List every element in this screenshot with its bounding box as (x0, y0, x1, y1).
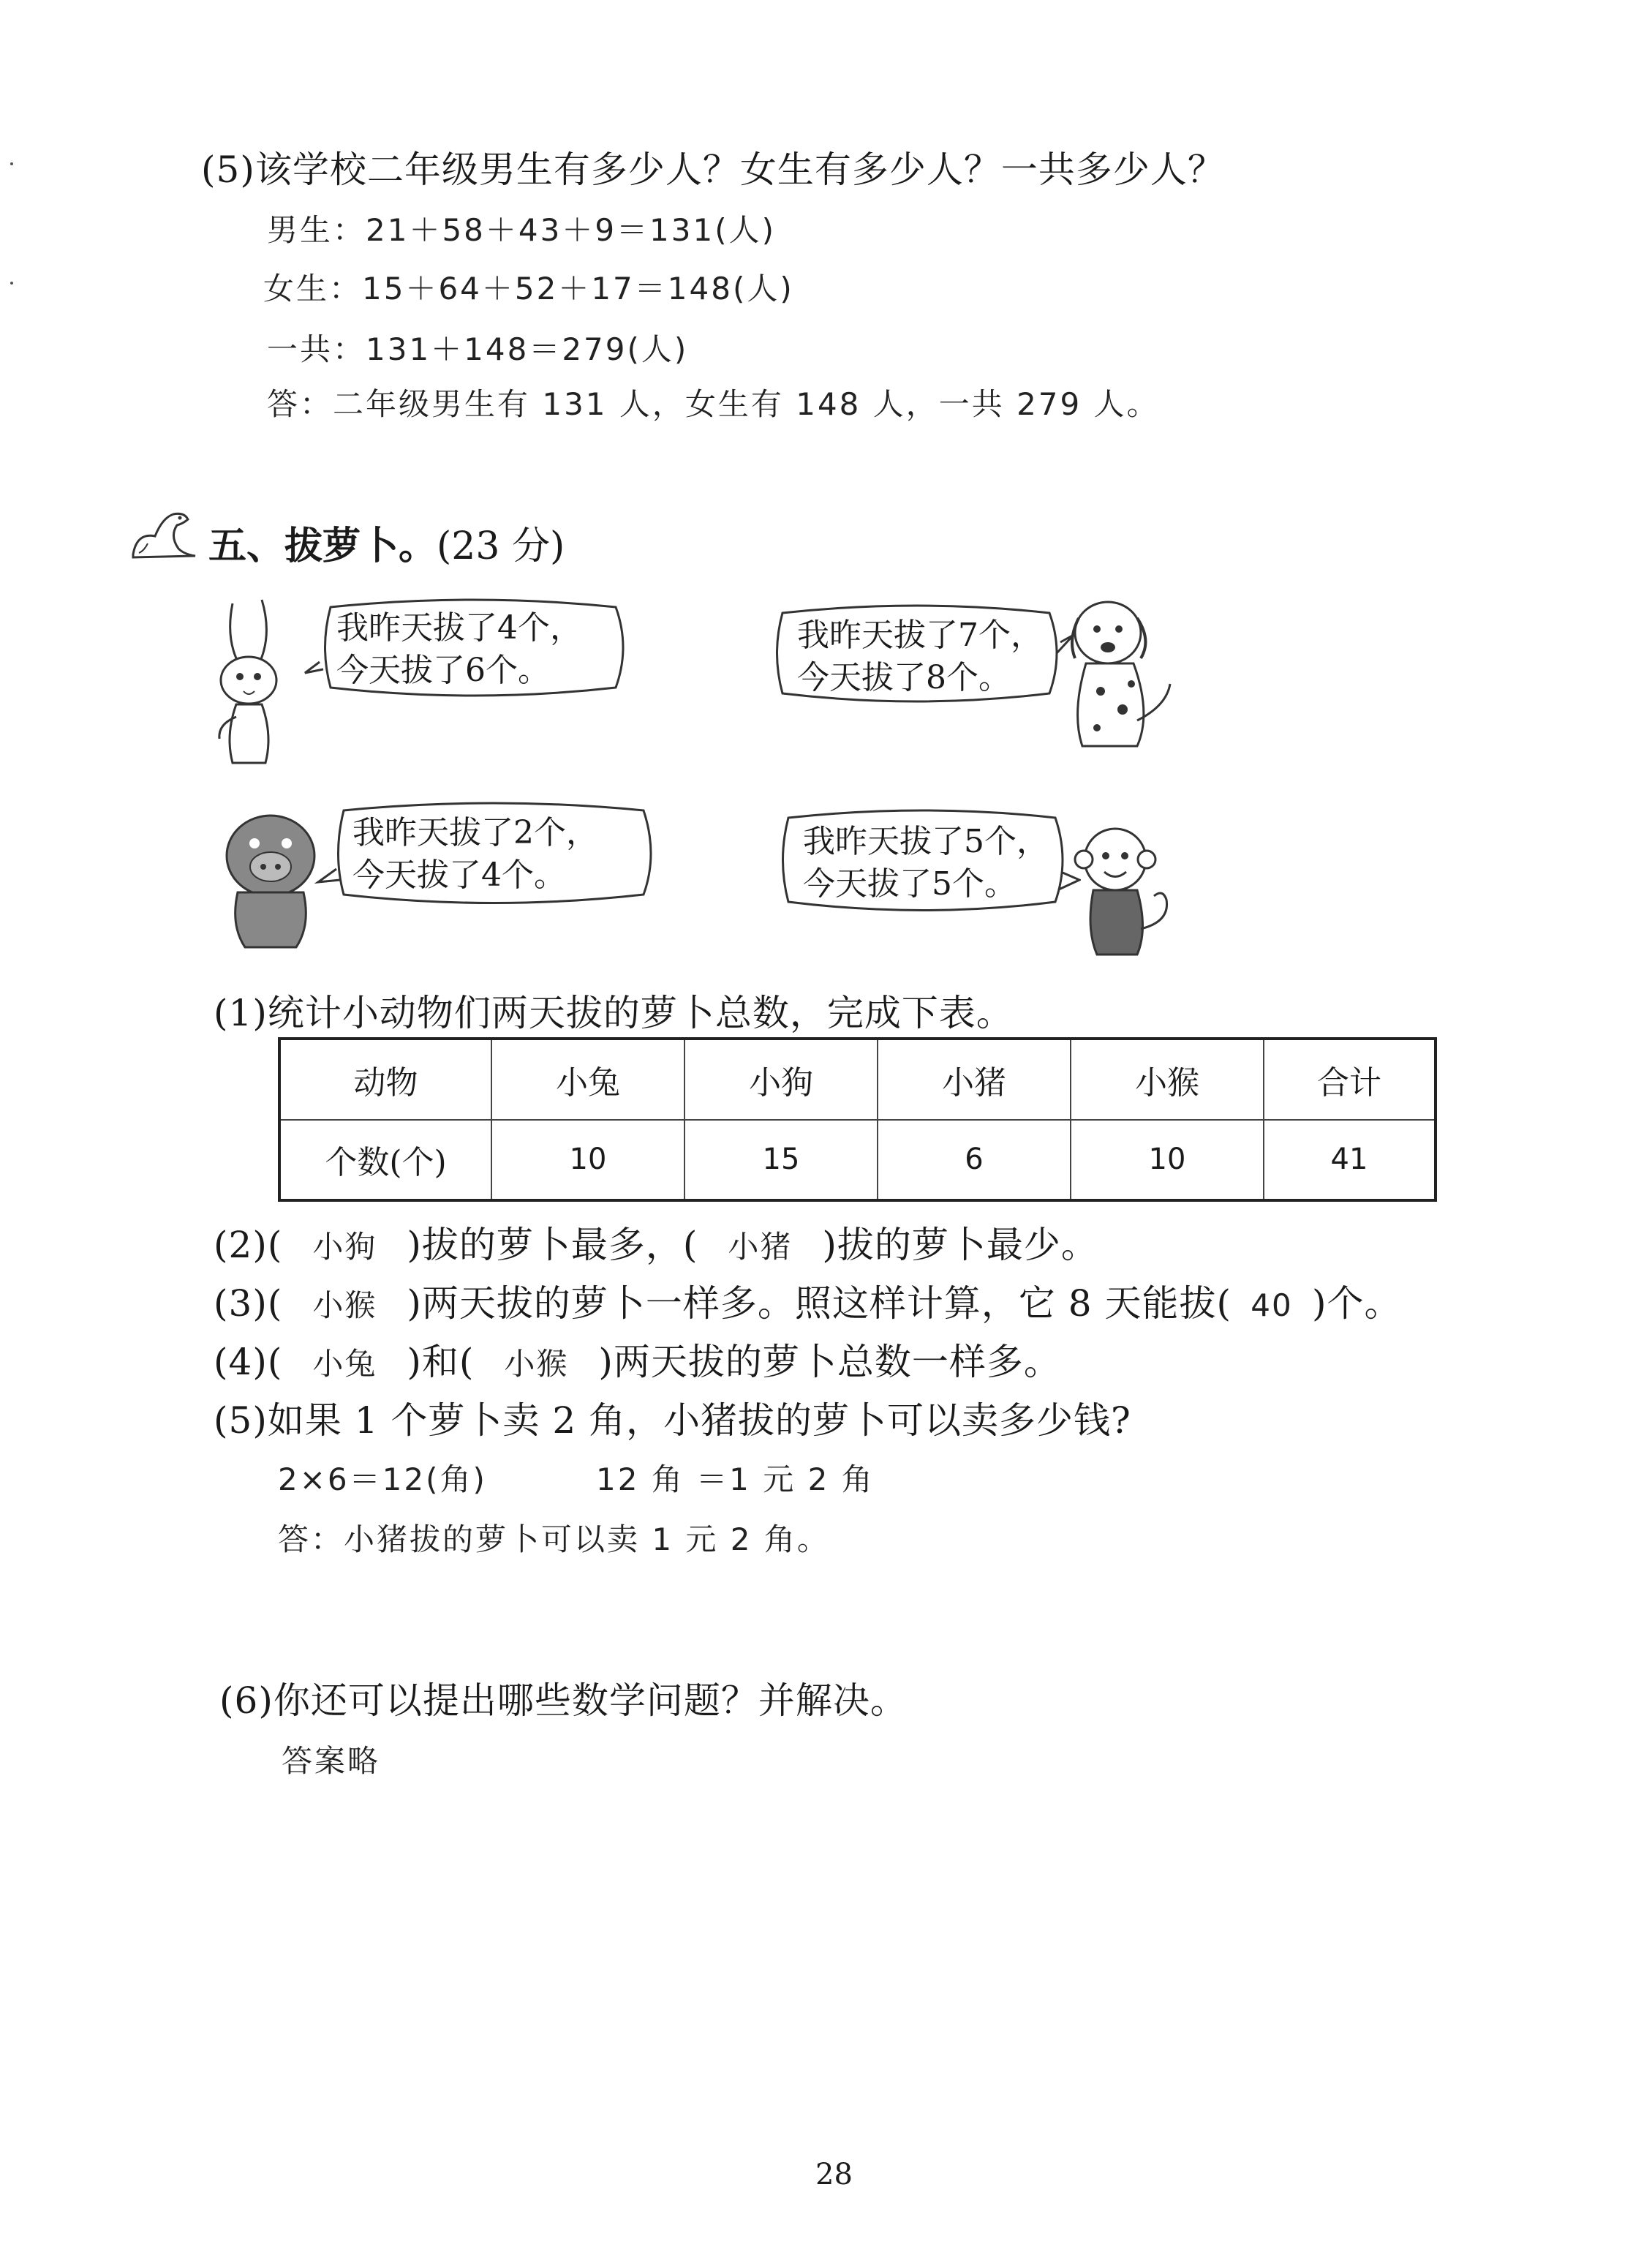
question-4-answer-2: 小猴 (504, 1346, 569, 1382)
stats-table (278, 1037, 1437, 1202)
question-6-answer: 答案略 (282, 1743, 381, 1779)
question-5-prev: (5)该学校二年级男生有多少人？女生有多少人？一共多少人？ (201, 148, 1225, 191)
question-5: (5)如果 1 个萝卜卖 2 角，小猪拔的萝卜可以卖多少钱? (214, 1399, 1131, 1442)
table-cell: 10 (1071, 1120, 1264, 1201)
question-3-answer-2: 40 (1251, 1287, 1293, 1323)
dog-icon (1049, 589, 1177, 753)
question-2-part-2: )拔的萝卜最多，( (407, 1224, 698, 1266)
question-2-answer-1: 小狗 (312, 1229, 377, 1265)
question-3-part-1: (3)( (214, 1282, 283, 1325)
pig-icon (212, 801, 329, 955)
total-calculation: 一共：131＋148＝279(人) (267, 331, 689, 367)
table-row-label: 个数(个) (279, 1120, 491, 1201)
girls-calculation: 女生：15＋64＋52＋17＝148(人) (263, 271, 794, 306)
rabbit-speech-line-1: 我昨天拔了4个， (336, 609, 582, 647)
table-header: 合计 (1264, 1039, 1436, 1120)
table-header: 小狗 (684, 1039, 878, 1120)
table-cell: 15 (684, 1120, 878, 1201)
table-cell: 6 (878, 1120, 1071, 1201)
monkey-icon (1068, 819, 1177, 962)
rabbit-icon (203, 596, 298, 768)
section-heading (208, 515, 565, 570)
answer-5-prev: 答：二年级男生有 131 人，女生有 148 人，一共 279 人。 (267, 386, 1160, 422)
table-header: 小猪 (878, 1039, 1071, 1120)
scan-speck (10, 282, 13, 285)
pig-speech (352, 812, 598, 897)
question-3 (214, 1274, 1401, 1327)
question-4 (214, 1333, 1061, 1385)
monkey-speech-line-1: 我昨天拔了5个， (803, 823, 1049, 860)
question-5-answer: 答：小猪拔的萝卜可以卖 1 元 2 角。 (278, 1521, 830, 1557)
monkey-speech-line-2: 今天拔了5个。 (803, 865, 1017, 903)
question-2-part-1: (2)( (214, 1224, 283, 1266)
question-3-part-3: )个。 (1311, 1282, 1402, 1325)
question-2-part-3: )拔的萝卜最少。 (822, 1224, 1098, 1266)
table-header: 小猴 (1071, 1039, 1264, 1120)
table-cell: 41 (1264, 1120, 1436, 1201)
monkey-speech (803, 821, 1049, 906)
boys-calculation: 男生：21＋58＋43＋9＝131(人) (267, 212, 776, 248)
section-title: 五、拔萝卜。 (208, 524, 437, 568)
question-3-part-2: )两天拔的萝卜一样多。照这样计算，它 8 天能拔( (407, 1282, 1232, 1325)
table-header: 动物 (279, 1039, 491, 1120)
question-4-answer-1: 小兔 (312, 1346, 377, 1382)
section-points: (23 分) (437, 524, 565, 568)
dog-speech (797, 614, 1043, 699)
question-4-part-3: )两天拔的萝卜总数一样多。 (598, 1341, 1061, 1383)
question-5-calc-2: 12 角 ＝1 元 2 角 (596, 1461, 875, 1497)
table-cell: 10 (491, 1120, 684, 1201)
question-4-part-2: )和( (407, 1341, 475, 1383)
dog-speech-line-1: 我昨天拔了7个， (797, 617, 1043, 654)
question-1: (1)统计小动物们两天拔的萝卜总数，完成下表。 (214, 992, 1014, 1034)
dog-speech-line-2: 今天拔了8个。 (797, 659, 1011, 696)
question-4-part-1: (4)( (214, 1341, 283, 1383)
table-header: 小兔 (491, 1039, 684, 1120)
question-3-answer-1: 小猴 (312, 1287, 377, 1323)
pig-speech-line-2: 今天拔了4个。 (352, 857, 566, 894)
rabbit-speech-line-2: 今天拔了6个。 (336, 652, 550, 689)
sea-lion-icon (126, 503, 199, 562)
page-number: 28 (815, 2158, 853, 2191)
pig-speech-line-1: 我昨天拔了2个， (352, 814, 598, 851)
rabbit-speech (336, 607, 582, 692)
question-2 (214, 1216, 1098, 1268)
question-5-calc-1: 2×6＝12(角) (278, 1461, 487, 1497)
question-2-answer-2: 小猪 (728, 1229, 793, 1265)
scan-speck (10, 162, 13, 165)
table-header-row (279, 1039, 1436, 1120)
table-row (279, 1120, 1436, 1201)
question-6: (6)你还可以提出哪些数学问题？并解决。 (219, 1679, 908, 1722)
